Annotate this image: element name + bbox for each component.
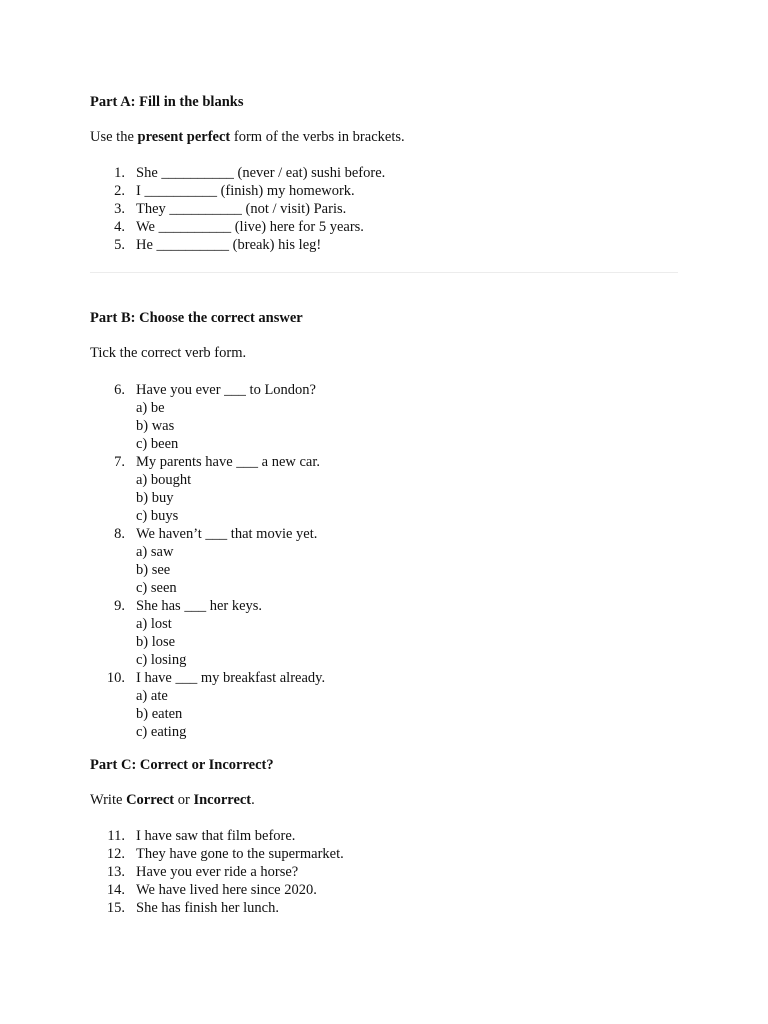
question-text: Have you ever ___ to London? — [136, 382, 316, 398]
answer-option: a) be — [136, 400, 165, 416]
part-a-instruction — [90, 128, 678, 146]
list-item — [90, 845, 678, 863]
part-b-heading: Part B: Choose the correct answer — [90, 310, 303, 326]
item-number: 14. — [106, 882, 125, 898]
item-number: 9. — [114, 598, 125, 614]
item-number: 5. — [114, 237, 125, 253]
item-text: He __________ (break) his leg! — [136, 237, 322, 253]
answer-option: b) see — [136, 562, 171, 578]
part-c-instruction-text-mid: or — [174, 792, 194, 808]
answer-option: b) lose — [136, 634, 176, 650]
answer-option: c) seen — [136, 580, 177, 596]
part-a-instruction-text-end: form of the verbs in brackets. — [230, 129, 405, 145]
item-number: 11. — [107, 828, 125, 844]
item-number: 4. — [114, 219, 125, 235]
answer-option: a) saw — [136, 544, 174, 560]
item-number: 3. — [114, 201, 125, 217]
part-b-instruction: Tick the correct verb form. — [90, 345, 247, 361]
list-item — [90, 827, 678, 845]
list-item — [90, 863, 678, 881]
list-item — [90, 182, 678, 200]
answer-option: c) buys — [136, 508, 179, 524]
item-text: I have saw that film before. — [136, 828, 296, 844]
answer-option: b) buy — [136, 490, 174, 506]
part-a-list — [90, 164, 678, 254]
list-item — [90, 200, 678, 218]
part-c-instruction — [90, 791, 678, 809]
item-text: She __________ (never / eat) sushi before. — [136, 165, 386, 181]
answer-option: c) been — [136, 436, 179, 452]
part-a-instruction-block — [90, 128, 678, 146]
part-a-instruction-bold: present perfect — [137, 129, 231, 145]
item-text: She has finish her lunch. — [136, 900, 279, 916]
part-a-instruction-text: Use the — [90, 129, 138, 145]
part-c-heading: Part C: Correct or Incorrect? — [90, 757, 274, 773]
item-number: 2. — [114, 183, 125, 199]
part-c-instruction-text-end: . — [251, 792, 255, 808]
answer-option: b) eaten — [136, 706, 183, 722]
part-c-list — [90, 827, 678, 917]
item-number: 6. — [114, 382, 125, 398]
part-b-heading-block — [90, 309, 678, 327]
item-number: 15. — [106, 900, 125, 916]
answer-option: a) ate — [136, 688, 168, 704]
answer-option: c) eating — [136, 724, 187, 740]
answer-option: c) losing — [136, 652, 187, 668]
list-item — [90, 899, 678, 917]
item-number: 1. — [114, 165, 125, 181]
question-item — [90, 669, 678, 741]
part-b-instruction-block — [90, 344, 678, 362]
item-number: 13. — [106, 864, 125, 880]
item-number: 12. — [106, 846, 125, 862]
part-c-heading-block — [90, 756, 678, 774]
part-c-instruction-block — [90, 791, 678, 809]
section-divider — [90, 272, 678, 273]
item-number: 8. — [114, 526, 125, 542]
list-item — [90, 881, 678, 899]
item-text: They have gone to the supermarket. — [136, 846, 344, 862]
question-item — [90, 453, 678, 525]
item-text: I __________ (finish) my homework. — [136, 183, 355, 199]
question-text: She has ___ her keys. — [136, 598, 263, 614]
part-a-heading-block — [90, 93, 678, 111]
item-text: Have you ever ride a horse? — [136, 864, 299, 880]
part-c-list-block — [90, 827, 678, 917]
list-item — [90, 218, 678, 236]
part-b-list — [90, 381, 678, 741]
question-text: I have ___ my breakfast already. — [136, 670, 326, 686]
part-c-instruction-bold-correct: Correct — [126, 792, 175, 808]
question-item — [90, 525, 678, 597]
answer-option: b) was — [136, 418, 175, 434]
list-item — [90, 236, 678, 254]
question-item — [90, 597, 678, 669]
part-b-list-block — [90, 381, 678, 741]
list-item — [90, 164, 678, 182]
part-a-list-block — [90, 164, 678, 254]
item-text: They __________ (not / visit) Paris. — [136, 201, 347, 217]
part-c-instruction-bold-incorrect: Incorrect — [193, 792, 252, 808]
answer-option: a) lost — [136, 616, 172, 632]
item-number: 7. — [114, 454, 125, 470]
item-number: 10. — [106, 670, 125, 686]
answer-option: a) bought — [136, 472, 192, 488]
question-text: We haven’t ___ that movie yet. — [136, 526, 318, 542]
question-item — [90, 381, 678, 453]
part-c-instruction-text: Write — [90, 792, 127, 808]
question-text: My parents have ___ a new car. — [136, 454, 321, 470]
item-text: We __________ (live) here for 5 years. — [136, 219, 364, 235]
part-a-heading: Part A: Fill in the blanks — [90, 94, 244, 110]
item-text: We have lived here since 2020. — [136, 882, 317, 898]
